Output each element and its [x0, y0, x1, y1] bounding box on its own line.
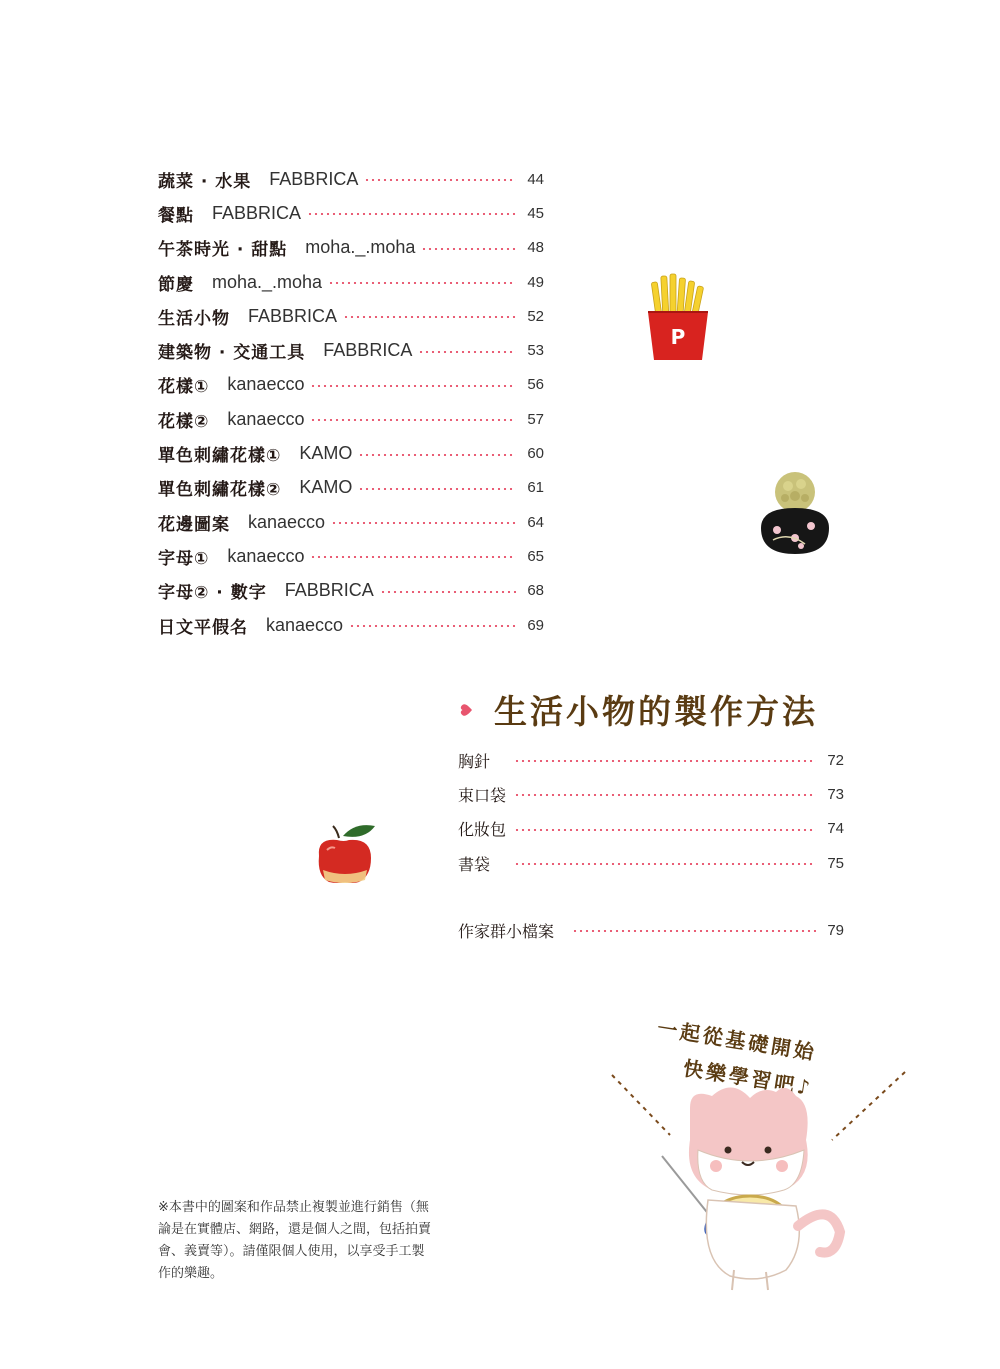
toc-row[interactable] [158, 196, 544, 230]
toc-title: 日文平假名 [158, 617, 248, 638]
toc-page: 68 [527, 582, 544, 600]
item-page: 75 [827, 854, 844, 872]
dot-leader [514, 760, 816, 762]
toc-row[interactable] [158, 162, 544, 196]
item-page: 72 [827, 751, 844, 769]
toc-author: KAMO [299, 477, 353, 498]
toc-row[interactable] [158, 574, 544, 608]
copyright-note: ※本書中的圖案和作品禁止複製並進行銷售（無論是在實體店、網路，還是個人之間，包括拍賣會、義賣等）。請僅限個人使用，以享受手工製作的樂趣。 [158, 1200, 432, 1281]
toc-title: 花樣① [158, 377, 210, 398]
dot-leader [514, 863, 816, 865]
dot-leader [310, 556, 516, 558]
toc-row[interactable] [158, 299, 544, 333]
toc-author: FABBRICA [284, 580, 374, 601]
heart-icon [458, 702, 474, 718]
french-fries-icon [640, 272, 716, 362]
dot-leader [364, 179, 516, 181]
author-profiles-item[interactable] [458, 913, 844, 947]
toc-author: kanaecco [227, 545, 305, 566]
toc-author: KAMO [299, 443, 353, 464]
toc-author: FABBRICA [269, 168, 359, 189]
toc-author: moha._.moha [305, 237, 416, 258]
toc-row[interactable] [158, 231, 544, 265]
section-heading [458, 686, 818, 733]
dot-leader [514, 829, 816, 831]
dot-leader [514, 794, 816, 796]
dot-leader [343, 316, 516, 318]
how-to-list [458, 743, 844, 947]
toc-title: 字母① [158, 548, 210, 569]
toc-page: 61 [527, 479, 544, 497]
pompom-bag-icon [755, 468, 835, 558]
toc-row[interactable] [158, 265, 544, 299]
toc-page: 44 [527, 170, 544, 188]
toc-title: 單色刺繡花樣① [158, 446, 282, 467]
item-title: 書袋 [458, 854, 491, 874]
toc-title: 字母② · 數字 [158, 583, 267, 604]
dot-leader [418, 351, 516, 353]
toc-title: 蔬菜 · 水果 [158, 171, 252, 192]
item-page: 74 [827, 820, 844, 838]
list-item[interactable] [458, 812, 844, 846]
cat-embroidery-icon [600, 1000, 920, 1300]
dot-leader [328, 282, 516, 284]
toc-title: 花樣② [158, 411, 210, 432]
toc-author: FABBRICA [248, 305, 338, 326]
toc-page: 49 [527, 273, 544, 291]
item-title: 胸針 [458, 751, 491, 771]
toc-page: 53 [527, 342, 544, 360]
speech-line-2: 快樂學習吧♪ [681, 1055, 815, 1101]
list-item[interactable] [458, 777, 844, 811]
toc-author: kanaecco [248, 511, 326, 532]
toc-author: FABBRICA [212, 202, 302, 223]
dot-leader [310, 385, 516, 387]
toc-page: 64 [527, 513, 544, 531]
item-page: 79 [827, 921, 844, 939]
dot-leader [358, 488, 516, 490]
item-title: 作家群小檔案 [458, 921, 555, 941]
toc-author: kanaecco [227, 408, 305, 429]
toc-page: 57 [527, 410, 544, 428]
fries-letter: P [670, 325, 686, 349]
toc-row[interactable] [158, 333, 544, 367]
list-item[interactable] [458, 846, 844, 880]
dot-leader [358, 454, 516, 456]
toc-row[interactable] [158, 539, 544, 573]
toc-author: moha._.moha [212, 271, 323, 292]
toc-row[interactable] [158, 402, 544, 436]
table-of-contents [158, 162, 544, 642]
dot-leader [421, 248, 516, 250]
toc-title: 節慶 [158, 274, 194, 295]
toc-title: 生活小物 [158, 308, 230, 329]
toc-author: kanaecco [227, 374, 305, 395]
item-title: 束口袋 [458, 785, 507, 805]
dot-leader [572, 930, 816, 932]
toc-page: 69 [527, 616, 544, 634]
dot-leader [331, 522, 516, 524]
speech-line-1: 一起從基礎開始 [655, 1015, 819, 1065]
dot-leader [349, 625, 516, 627]
item-page: 73 [827, 785, 844, 803]
toc-row[interactable] [158, 608, 544, 642]
toc-page: 65 [527, 547, 544, 565]
toc-title: 餐點 [158, 205, 194, 226]
dot-leader [307, 213, 516, 215]
toc-page: 45 [527, 204, 544, 222]
toc-page: 60 [527, 445, 544, 463]
toc-row[interactable] [158, 368, 544, 402]
toc-page: 48 [527, 239, 544, 257]
list-item[interactable] [458, 743, 844, 777]
dot-leader [310, 419, 516, 421]
toc-page: 52 [527, 307, 544, 325]
apple-icon [309, 820, 379, 888]
toc-row[interactable] [158, 505, 544, 539]
toc-title: 單色刺繡花樣② [158, 480, 282, 501]
toc-title: 午茶時光 · 甜點 [158, 240, 288, 261]
toc-page: 56 [527, 376, 544, 394]
dot-leader [380, 591, 516, 593]
toc-row[interactable] [158, 471, 544, 505]
section-title: 生活小物的製作方法 [494, 692, 818, 731]
toc-author: FABBRICA [323, 340, 413, 361]
toc-author: kanaecco [266, 614, 344, 635]
toc-title: 建築物 · 交通工具 [158, 343, 306, 364]
item-title: 化妝包 [458, 820, 507, 840]
toc-row[interactable] [158, 436, 544, 470]
toc-title: 花邊圖案 [158, 514, 230, 535]
